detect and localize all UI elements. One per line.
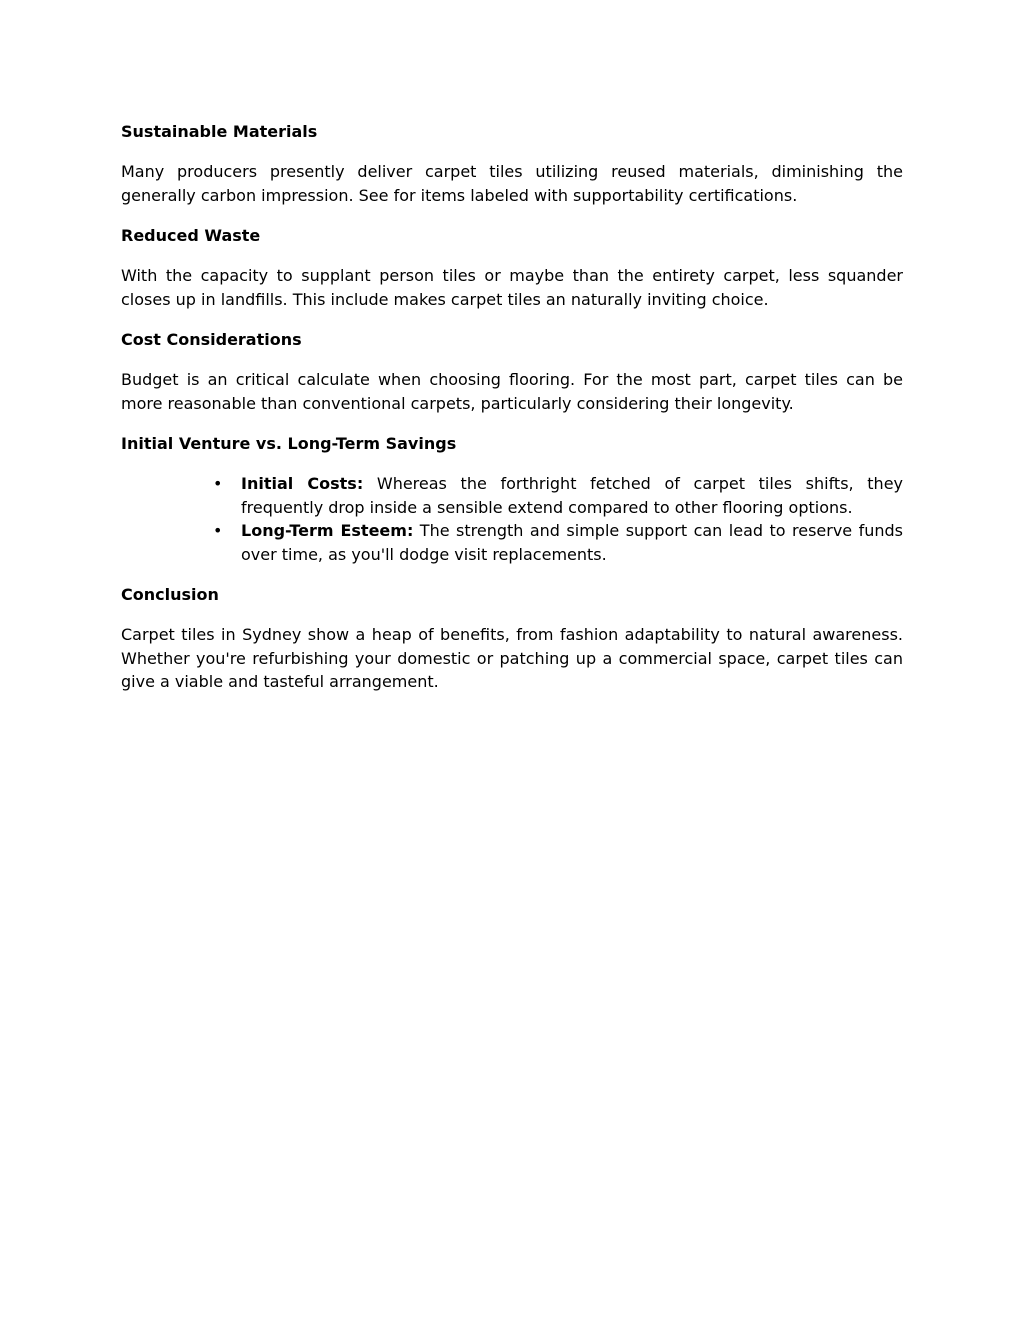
list-item [213,519,904,566]
section-heading-cost-considerations: Cost Considerations [121,330,302,349]
section-heading-sustainable-materials: Sustainable Materials [121,122,318,141]
section-heading-reduced-waste: Reduced Waste [121,226,261,245]
bullet-term: Long-Term Esteem: [241,521,414,540]
bullet-text: The strength and simple support can lead to reserve funds over time, as you'll dodge visit replacements. [241,521,904,564]
section-heading-initial-venture: Initial Venture vs. Long-Term Savings [121,434,457,453]
section-paragraph-cost-considerations: Budget is an critical calculate when choosing flooring. For the most part, carpet tiles can be more reasonable than conventional carpets, particularly considering their longevity. [121,370,903,413]
document-page [121,120,903,711]
section-heading-conclusion: Conclusion [121,585,219,604]
bullet-text: Whereas the forthright fetched of carpet tiles shifts, they frequently drop inside a sensible extend compared to other flooring options. [241,474,904,517]
section-paragraph-reduced-waste: With the capacity to supplant person tiles or maybe than the entirety carpet, less squander closes up in landfills. This include makes carpet tiles an naturally inviting choice. [121,266,903,309]
section-paragraph-sustainable-materials: Many producers presently deliver carpet tiles utilizing reused materials, diminishing the generally carbon impression. See for items labeled with supportability certifications. [121,162,903,205]
bullet-list [121,472,903,566]
bullet-icon: • [213,474,223,493]
bullet-term: Initial Costs: [241,474,364,493]
list-item [213,472,904,519]
section-paragraph-conclusion: Carpet tiles in Sydney show a heap of benefits, from fashion adaptability to natural awareness. Whether you're refurbishing your domestic or patching up a commercial space, carpet tiles can give a viable and tasteful arrangement. [121,625,903,691]
bullet-icon: • [213,521,223,540]
